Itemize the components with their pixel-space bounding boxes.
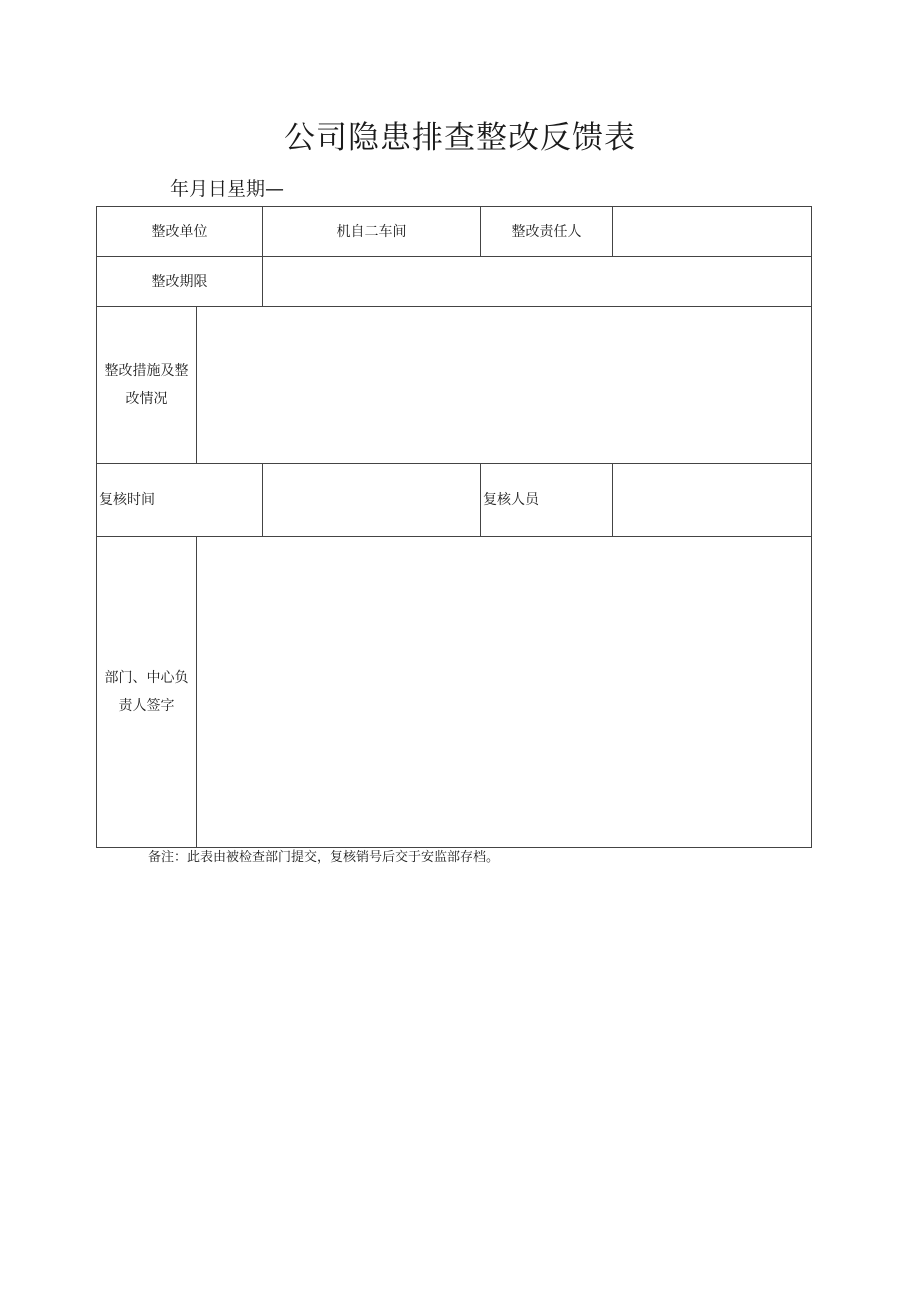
measures-label-line2: 改情况 xyxy=(125,391,168,407)
reviewer-value[interactable] xyxy=(612,463,812,537)
signature-label-line2: 责人签字 xyxy=(118,698,175,714)
deadline-label: 整改期限 xyxy=(96,256,263,307)
document-title: 公司隐患排查整改反馈表 xyxy=(284,120,636,156)
review-time-label: 复核时间 xyxy=(96,463,263,537)
signature-label xyxy=(96,536,197,848)
measures-label-line1: 整改措施及整 xyxy=(104,363,189,379)
measures-value[interactable] xyxy=(196,306,812,464)
deadline-value[interactable] xyxy=(262,256,812,307)
measures-label xyxy=(96,306,197,464)
review-time-value[interactable] xyxy=(262,463,481,537)
responsible-person-value[interactable] xyxy=(612,206,812,257)
remark-note: 备注：此表由被检查部门提交，复核销号后交于安监部存档。 xyxy=(148,850,500,865)
unit-label: 整改单位 xyxy=(96,206,263,257)
date-line: 年月日星期— xyxy=(170,178,285,200)
reviewer-label: 复核人员 xyxy=(480,463,613,537)
responsible-person-label: 整改责任人 xyxy=(480,206,613,257)
unit-value[interactable]: 机自二车间 xyxy=(262,206,481,257)
feedback-form-table xyxy=(96,206,812,848)
signature-value[interactable] xyxy=(196,536,812,848)
signature-label-line1: 部门、中心负 xyxy=(104,670,189,686)
